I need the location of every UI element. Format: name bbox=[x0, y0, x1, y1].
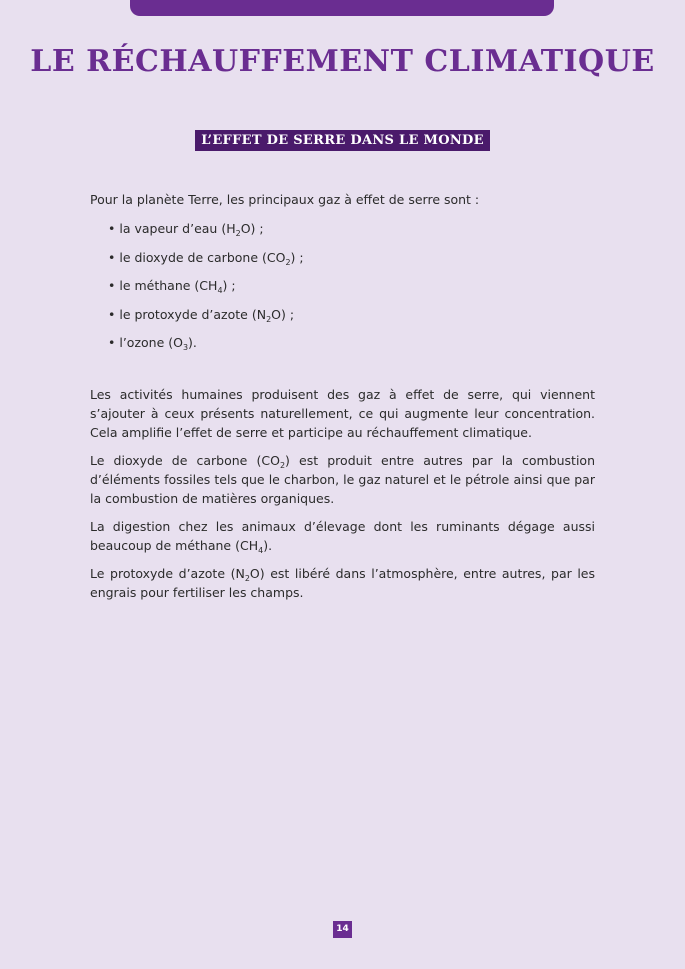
list-item: • le dioxyde de carbone $(CO_2)$ ; bbox=[108, 249, 304, 267]
page-title: LE RÉCHAUFFEMENT CLIMATIQUE bbox=[30, 44, 655, 79]
paragraph-nitrous-oxide: Le protoxyde d’azote $(N_2O)$ est libéré dans l’atmosphère, entre autres, par les engrais pour fertiliser les champs. bbox=[90, 566, 596, 600]
paragraph-co2: Le dioxyde de carbone $(CO_2)$ est produit entre autres par la combustion d’éléments fossiles tels que le charbon, le gaz naturel et le pétrole ainsi que par la combustion de matières organiques. bbox=[90, 453, 596, 506]
list-item: • l’ozone $(O_3)$. bbox=[108, 335, 197, 352]
paragraph-methane: La digestion chez les animaux d’élevage dont les ruminants dégage aussi beaucoup de méthane $(CH_4)$. bbox=[90, 519, 595, 555]
section-header bbox=[0, 129, 685, 151]
section-title: L’EFFET DE SERRE DANS LE MONDE bbox=[195, 130, 490, 151]
gas-list bbox=[90, 219, 595, 352]
list-item: • le méthane $(CH_4)$ ; bbox=[108, 278, 236, 295]
list-item: • la vapeur d’eau $(H_2O)$ ; bbox=[108, 221, 264, 238]
page-number: 14 bbox=[333, 921, 352, 938]
intro-text: Pour la planète Terre, les principaux gaz à effet de serre sont : bbox=[90, 192, 480, 207]
list-item: • le protoxyde d’azote $(N_2O)$ ; bbox=[108, 306, 295, 324]
top-tab-bar bbox=[130, 0, 554, 16]
paragraph-human-activities: Les activités humaines produisent des gaz à effet de serre, qui viennent s’ajouter à ceux présents naturellement, ce qui augmente leur concentration. Cela amplifie l’effet de serre et participe au réchauffement climatique. bbox=[90, 387, 595, 440]
main-content bbox=[90, 190, 595, 611]
